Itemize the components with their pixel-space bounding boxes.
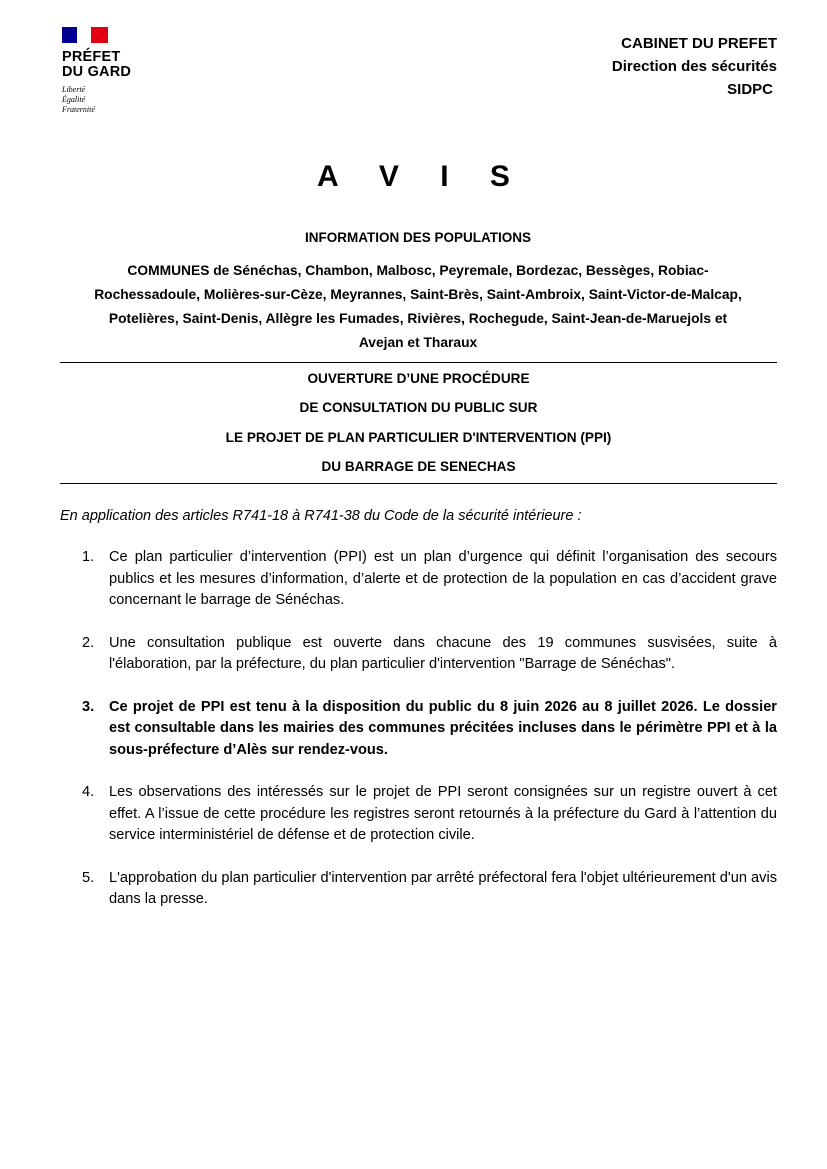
marianne-flag-icon bbox=[62, 27, 108, 43]
issuing-office bbox=[612, 32, 777, 101]
motto-fraternite: Fraternité bbox=[62, 105, 95, 114]
office-line-1: CABINET DU PREFET bbox=[621, 35, 777, 52]
item-text: L'approbation du plan particulier d'intervention par arrêté préfectoral fera l'objet ultérieurement d'un avis dans la presse. bbox=[109, 869, 777, 907]
list-item bbox=[60, 547, 777, 612]
list-item bbox=[60, 868, 777, 911]
motto-liberte: Liberté bbox=[62, 85, 86, 94]
office-line-2: Direction des sécurités bbox=[611, 58, 777, 75]
subtitle: INFORMATION DES POPULATIONS bbox=[305, 230, 531, 245]
legal-intro: En application des articles R741-18 à R741-38 du Code de la sécurité intérieure : bbox=[60, 508, 582, 524]
logo-line-2: DU GARD bbox=[62, 64, 132, 80]
procedure-line-1: OUVERTURE D’UNE PROCÉDURE bbox=[307, 371, 530, 386]
flag-blue-stripe bbox=[62, 27, 77, 43]
procedure-line-4: DU BARRAGE DE SENECHAS bbox=[321, 458, 516, 474]
item-text: Ce projet de PPI est tenu à la disposition du public du 8 juin 2026 au 8 juillet 2026. Le dossier est consultable dans les mairies des communes précitées incluses dans le périmètre PPI et à la sous-préfecture d’Alès sur rendez-vous. bbox=[109, 698, 777, 758]
item-number: 2. bbox=[82, 634, 95, 651]
procedure-line-3: LE PROJET DE PLAN PARTICULIER D'INTERVENTION (PPI) bbox=[225, 429, 612, 445]
item-text: Les observations des intéressés sur le projet de PPI seront consignées sur un registre ouvert à cet effet. A l’issue de cette procédure les registres seront retournés à la préfecture du Gard à l’attention du service interministériel de défense et de protection civile. bbox=[109, 784, 777, 843]
republic-motto bbox=[62, 85, 182, 115]
motto-egalite: Égalité bbox=[62, 95, 86, 104]
flag-white-stripe bbox=[77, 27, 91, 43]
item-text: Ce plan particulier d’intervention (PPI) est un plan d’urgence qui définit l’organisation des secours publics et les mesures d’information, d’alerte et de protection de la population en cas d’accident grave concernant le barrage de Sénéchas. bbox=[109, 549, 777, 608]
item-number: 4. bbox=[82, 784, 95, 800]
prefecture-logo bbox=[62, 27, 182, 115]
list-item bbox=[60, 782, 777, 847]
communes-list: COMMUNES de Sénéchas, Chambon, Malbosc, Peyremale, Bordezac, Bessèges, Robiac-Rochessadoule, Molières-sur-Cèze, Meyrannes, Saint-Brès, Saint-Ambroix, Saint-Victor-de-Malcap, Potelières, Saint-Denis, Allègre les Fumades, Rivières, Rochegude, Saint-Jean-de-Maruejols et Avejan et Tharaux bbox=[94, 263, 742, 350]
item-number: 3. bbox=[82, 698, 95, 715]
office-line-3: SIDPC bbox=[727, 81, 773, 98]
notice-items bbox=[60, 547, 777, 932]
procedure-line-2: DE CONSULTATION DU PUBLIC SUR bbox=[299, 400, 538, 416]
page-title: A V I S bbox=[317, 160, 527, 193]
list-item bbox=[60, 633, 777, 676]
item-number: 5. bbox=[82, 869, 95, 886]
logo-line-1: PRÉFET bbox=[62, 49, 121, 65]
item-text: Une consultation publique est ouverte dans chacune des 19 communes susvisées, suite à l'élaboration, par la préfecture, du plan particulier d'intervention "Barrage de Sénéchas". bbox=[109, 634, 777, 672]
item-number: 1. bbox=[82, 549, 95, 565]
procedure-heading-box bbox=[60, 362, 777, 484]
list-item bbox=[60, 697, 777, 762]
logo-title bbox=[62, 50, 182, 80]
flag-red-stripe bbox=[91, 27, 108, 43]
